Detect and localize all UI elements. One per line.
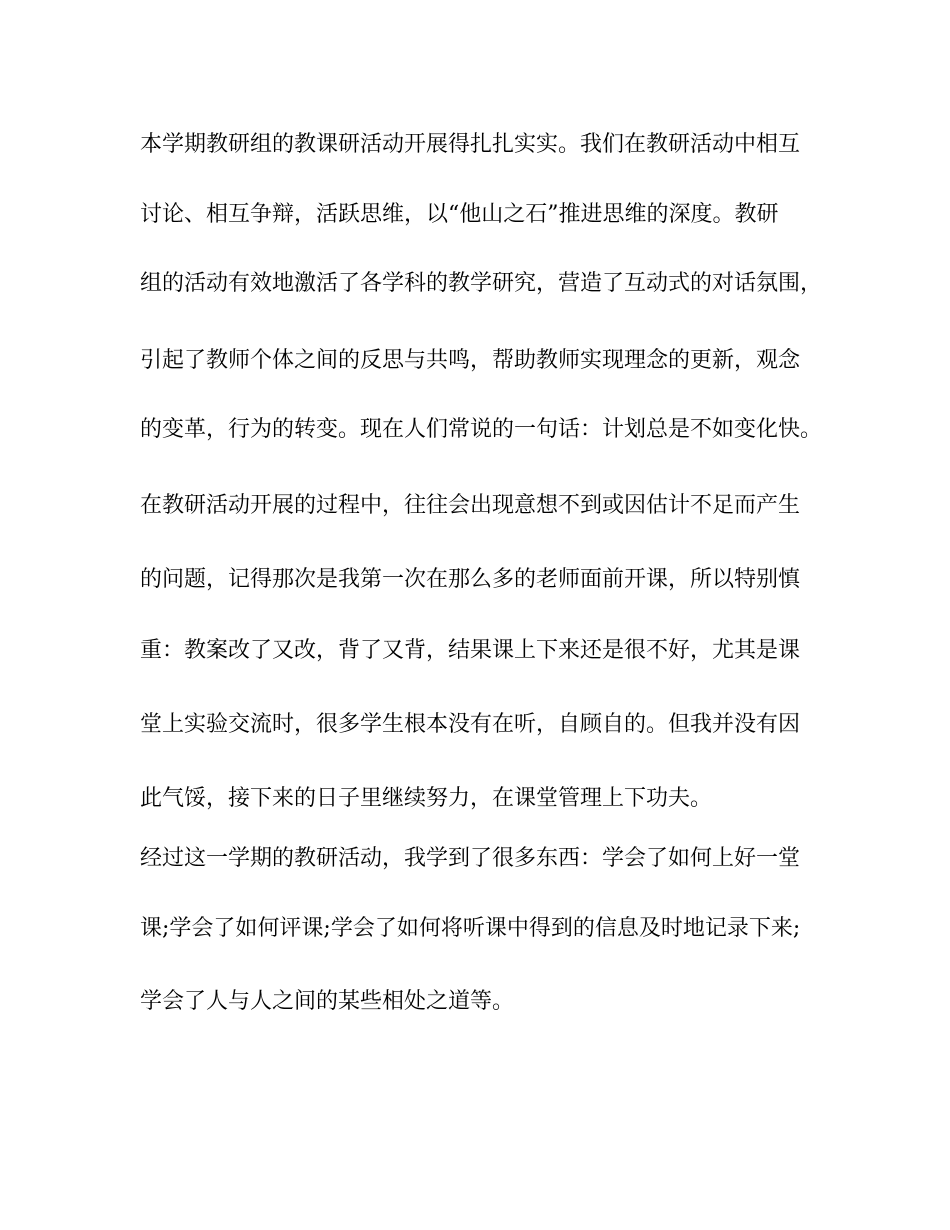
paragraph-1-line-9: 堂上实验交流时，很多学生根本没有在听，自顾自的。但我并没有因 [140,712,801,737]
paragraph-2-line-1: 经过这一学期的教研活动，我学到了很多东西：学会了如何上好一堂 [140,846,801,871]
paragraph-1-line-2: 讨论、相互争辩，活跃思维，以“他山之石”推进思维的深度。教研 [140,202,779,227]
paragraph-2-line-2: 课;学会了如何评课;学会了如何将听课中得到的信息及时地记录下来; [140,916,801,941]
paragraph-1-line-3: 组的活动有效地激活了各学科的教学研究，营造了互动式的对话氛围， [140,271,823,296]
paragraph-1-line-8: 重：教案改了又改，背了又背，结果课上下来还是很不好，尤其是课 [140,638,801,663]
paragraph-1-line-6: 在教研活动开展的过程中，往往会出现意想不到或因估计不足而产生 [140,493,801,518]
paragraph-1-line-4: 引起了教师个体之间的反思与共鸣，帮助教师实现理念的更新，观念 [140,348,801,373]
paragraph-1-line-7: 的问题，记得那次是我第一次在那么多的老师面前开课，所以特别慎 [140,567,801,592]
paragraph-1-line-10: 此气馁，接下来的日子里继续努力，在课堂管理上下功夫。 [140,786,713,811]
paragraph-1-line-1: 本学期教研组的教课研活动开展得扎扎实实。我们在教研活动中相互 [140,132,801,157]
paragraph-1-line-5: 的变革，行为的转变。现在人们常说的一句话：计划总是不如变化快。 [140,417,823,442]
paragraph-2-line-3: 学会了人与人之间的某些相处之道等。 [140,989,515,1014]
